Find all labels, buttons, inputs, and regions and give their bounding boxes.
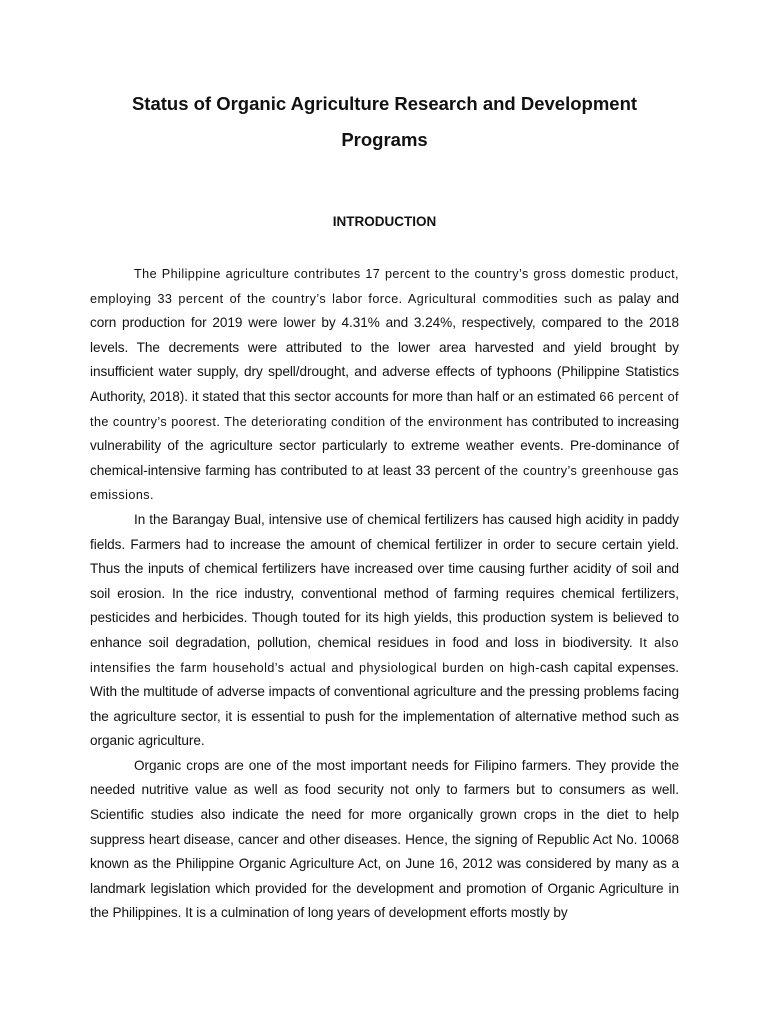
paragraph-3 xyxy=(90,754,679,926)
paragraph-2 xyxy=(90,508,679,754)
paragraph-2-text: cash capital expenses. With the multitude of adverse impacts of conventional agriculture and the pressing problems facing the agriculture sector, it is essential to push for the implementation of alternative method such as organic agriculture. xyxy=(90,659,679,749)
paragraph-1-text: 66 percent of the country’s poorest. The deteriorating condition of the environment has xyxy=(90,389,679,429)
document-page xyxy=(90,0,679,1024)
body-text xyxy=(90,262,679,926)
section-heading-introduction: INTRODUCTION xyxy=(332,214,437,229)
paragraph-2-text: In the Barangay Bual, intensive use of chemical fertilizers has caused high acidity in paddy fields. Farmers had to increase the amount of chemical fertilizer in order to secure certain yield. Thus the inputs of chemical fertilizers have increased over time causing further acidity of soil and soil erosion. In the rice industry, conventional method of farming requires chemical fertilizers, pesticides and herbicides. Though touted for its high yields, this production system is believed to enhance soil degradation, pollution, chemical residues in food and loss in biodiversity. xyxy=(90,511,679,650)
paragraph-3-text: Organic crops are one of the most important needs for Filipino farmers. They provide the needed nutritive value as well as food security not only to farmers but to consumers as well. Scientific studies also indicate the need for more organically grown crops in the diet to help suppress heart disease, cancer and other diseases. Hence, the signing of Republic Act No. 10068 known as the Philippine Organic Agriculture Act, on June 16, 2012 was considered by many as a landmark legislation which provided for the development and promotion of Organic Agriculture in the Philippines. It is a culmination of long years of development efforts mostly by xyxy=(90,757,679,921)
paragraph-1 xyxy=(90,262,679,508)
paragraph-1-text: the country’s greenhouse gas emissions. xyxy=(90,463,679,503)
paragraph-1-text: contributed to increasing vulnerability of the agriculture sector particularly to extreme weather events. Pre-dominance of chemical-intensive farming has contributed to at least 33 percent of xyxy=(90,413,679,478)
paragraph-2-text: It also intensifies the farm household’s actual and physiological burden on high- xyxy=(90,635,679,675)
document-title: Status of Organic Agriculture Research and Development Programs xyxy=(131,93,638,150)
paragraph-1-text: The Philippine agriculture contributes 17 percent to the country’s gross domestic product, employing 33 percent of the country’s labor force. Agricultural commodities such as xyxy=(90,267,679,306)
paragraph-1-text: palay and corn production for 2019 were lower by 4.31% and 3.24%, respectively, compared to the 2018 levels. The decrements were attributed to the lower area harvested and yield brought by insufficient water supply, dry spell/drought, and adverse effects of typhoons (Philippine Statistics Authority, 2018). it stated that this sector accounts for more than half or an estimated xyxy=(90,290,680,404)
